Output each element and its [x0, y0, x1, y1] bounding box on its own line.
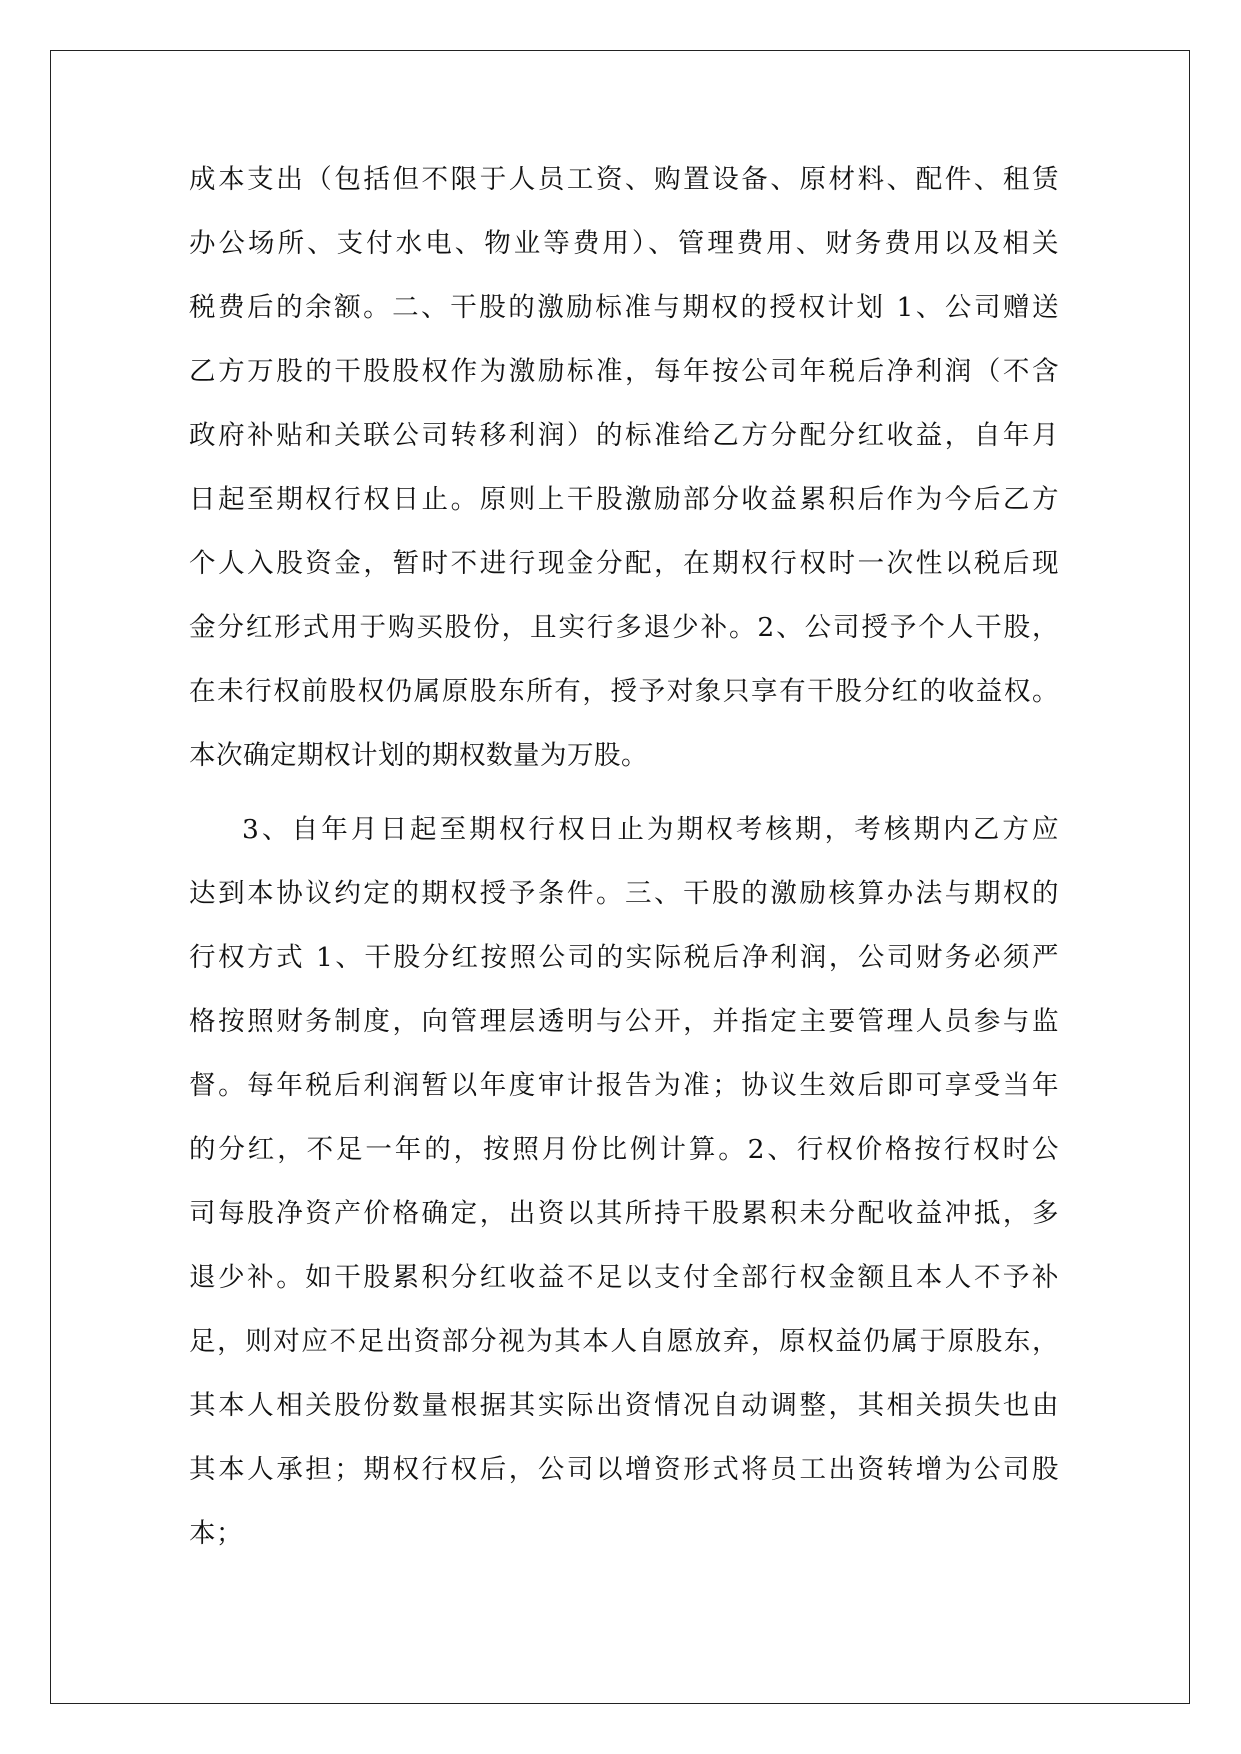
paragraph-2-line-11: 其本人承担；期权行权后，公司以增资形式将员工出资转增为公司股 — [189, 1454, 1059, 1485]
paragraph-1-line-9: 在未行权前股权仍属原股东所有，授予对象只享有干股分红的收益权。 — [189, 676, 1059, 707]
paragraph-1-line-7: 个人入股资金，暂时不进行现金分配，在期权行权时一次性以税后现 — [189, 548, 1059, 579]
paragraph-2-line-12: 本； — [189, 1518, 243, 1549]
paragraph-1-line-4: 乙方万股的干股股权作为激励标准，每年按公司年税后净利润（不含 — [189, 356, 1059, 387]
paragraph-2-line-8: 退少补。如干股累积分红收益不足以支付全部行权金额且本人不予补 — [189, 1262, 1059, 1293]
paragraph-1-line-1: 成本支出（包括但不限于人员工资、购置设备、原材料、配件、租赁 — [189, 164, 1059, 195]
paragraph-2-line-3: 行权方式 1、干股分红按照公司的实际税后净利润，公司财务必须严 — [189, 942, 1059, 973]
paragraph-1-line-3: 税费后的余额。二、干股的激励标准与期权的授权计划 1、公司赠送 — [189, 292, 1059, 323]
paragraph-2-line-1: 3、自年月日起至期权行权日止为期权考核期，考核期内乙方应 — [242, 814, 1059, 845]
paragraph-1-line-5: 政府补贴和关联公司转移利润）的标准给乙方分配分红收益，自年月 — [189, 420, 1059, 451]
paragraph-1-line-10: 本次确定期权计划的期权数量为万股。 — [189, 740, 648, 771]
paragraph-2-line-5: 督。每年税后利润暂以年度审计报告为准；协议生效后即可享受当年 — [189, 1070, 1059, 1101]
paragraph-1-line-6: 日起至期权行权日止。原则上干股激励部分收益累积后作为今后乙方 — [189, 484, 1059, 515]
paragraph-2-line-4: 格按照财务制度，向管理层透明与公开，并指定主要管理人员参与监 — [189, 1006, 1059, 1037]
paragraph-2-line-9: 足，则对应不足出资部分视为其本人自愿放弃，原权益仍属于原股东， — [189, 1326, 1059, 1357]
paragraph-2-line-2: 达到本协议约定的期权授予条件。三、干股的激励核算办法与期权的 — [189, 878, 1059, 909]
paragraph-2-line-10: 其本人相关股份数量根据其实际出资情况自动调整，其相关损失也由 — [189, 1390, 1059, 1421]
paragraph-1-line-8: 金分红形式用于购买股份，且实行多退少补。2、公司授予个人干股， — [189, 612, 1059, 643]
paragraph-2-line-6: 的分红，不足一年的，按照月份比例计算。2、行权价格按行权时公 — [189, 1134, 1059, 1165]
paragraph-2-line-7: 司每股净资产价格确定，出资以其所持干股累积未分配收益冲抵，多 — [189, 1198, 1059, 1229]
paragraph-1-line-2: 办公场所、支付水电、物业等费用）、管理费用、财务费用以及相关 — [189, 228, 1059, 259]
